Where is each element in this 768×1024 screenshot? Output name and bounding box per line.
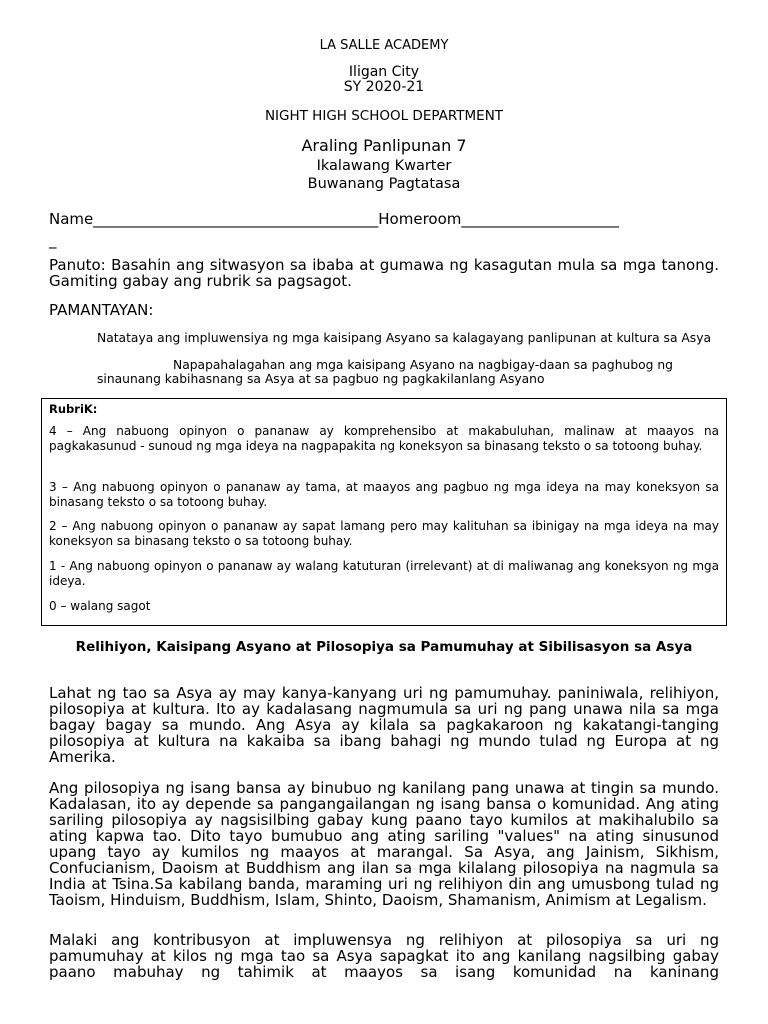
article-paragraph-1: Lahat ng tao sa Asya ay may kanya-kanyang uri ng pamumuhay. paniniwala, relihiyon, pilosopiya at kultura. Ito ay kadalasang nagmumula sa uri ng pang unawa nila sa mga bagay bagay sa mundo. Ang Asya ay kilala sa pagkakaroon ng kakatangi-tanging pilosopiya at kultura na kakaiba sa ibang bahagi ng mundo tulad ng Europa at ng Amerika.: [49, 684, 719, 766]
quarter-label: Ikalawang Kwarter: [316, 158, 452, 174]
school-city: Iligan City: [348, 64, 420, 80]
field-line-continuation: _: [49, 231, 57, 249]
name-homeroom-row: [49, 211, 729, 228]
standards-label: PAMANTAYAN:: [49, 301, 154, 319]
standard-item-2: Napapahalagahan ang mga kaisipang Asyano na nagbigay-daan sa paghubog ng sinaunang kabihasnang sa Asya at sa pagbuo ng pagkakilanlang Asyano: [97, 358, 673, 386]
rubric-item-4: 4 – Ang nabuong opinyon o pananaw ay komprehensibo at makabuluhan, malinaw at maayos na pagkakasunud - sunoud ng mga ideya na nagpapakita ng koneksyon sa binasang teksto o sa totoong buhay.: [49, 424, 719, 453]
subject-title: Araling Panlipunan 7: [301, 136, 467, 155]
name-label: Name: [49, 211, 94, 228]
department: NIGHT HIGH SCHOOL DEPARTMENT: [264, 108, 504, 124]
school-name: LA SALLE ACADEMY: [319, 38, 449, 53]
article-paragraph-2: Ang pilosopiya ng isang bansa ay binubuo ng kanilang pang unawa at tingin sa mundo. Kadalasan, ito ay depende sa pangangailangan ng isang bansa o komunidad. Ang ating sariling pilosopiya ay nagsisilbing gabay kung paano tayo kumilos at makihalubilo sa ating kapwa tao. Dito tayo bumubuo ang ating sariling "values" na ating sinusunod upang tayo ay kumilos ng maayos at marangal. Sa Asya, ang Jainism, Sikhism, Confucianism, Daoism at Buddhism ang ilan sa mga kilalang pilosopiya na nagmula sa India at Tsina.Sa kabilang banda, maraming uri ng relihiyon din ang umusbong tulad ng Taoism, Hinduism, Buddhism, Islam, Shinto, Daoism, Shamanism, Animism at Legalism.: [49, 779, 719, 909]
instructions: Panuto: Basahin ang sitwasyon sa ibaba at gumawa ng kasagutan mula sa mga tanong. Gamiting gabay ang rubrik sa pagsagot.: [49, 256, 719, 290]
article-title: Relihiyon, Kaisipang Asyano at Pilosopiya sa Pamumuhay at Sibilisasyon sa Asya: [75, 639, 693, 655]
rubric-item-1: 1 - Ang nabuong opinyon o pananaw ay walang katuturan (irrelevant) at di maliwanag ang koneksyon ng mga ideya.: [49, 559, 719, 588]
rubric-item-2: 2 – Ang nabuong opinyon o pananaw ay sapat lamang pero may kalituhan sa ibinigay na mga ideya na may koneksyon sa binasang teksto o sa totoong buhay.: [49, 519, 719, 548]
school-year: SY 2020-21: [343, 79, 425, 95]
homeroom-field[interactable]: _____________________: [461, 211, 619, 228]
rubric-item-0: 0 – walang sagot: [49, 599, 151, 613]
rubric-box: [41, 398, 727, 626]
standard-item-1: Natataya ang impluwensiya ng mga kaisipang Asyano sa kalagayang panlipunan at kultura sa Asya: [97, 331, 712, 345]
assessment-label: Buwanang Pagtatasa: [307, 176, 461, 192]
rubric-title: RubriK:: [49, 402, 98, 416]
rubric-item-3: 3 – Ang nabuong opinyon o pananaw ay tama, at maayos ang pagbuo ng mga ideya na may koneksyon sa binasang teksto o sa totoong buhay.: [49, 480, 719, 509]
article-paragraph-3: Malaki ang kontribusyon at impluwensya ng relihiyon at pilosopiya sa uri ng pamumuhay at kilos ng mga tao sa Asya sapagkat ito ang kanilang nagsilbing gabay paano mabuhay ng tahimik at maayos sa isang komunidad na kaninang: [49, 932, 719, 981]
homeroom-label: Homeroom: [378, 211, 462, 228]
name-field[interactable]: ______________________________________: [93, 211, 379, 228]
